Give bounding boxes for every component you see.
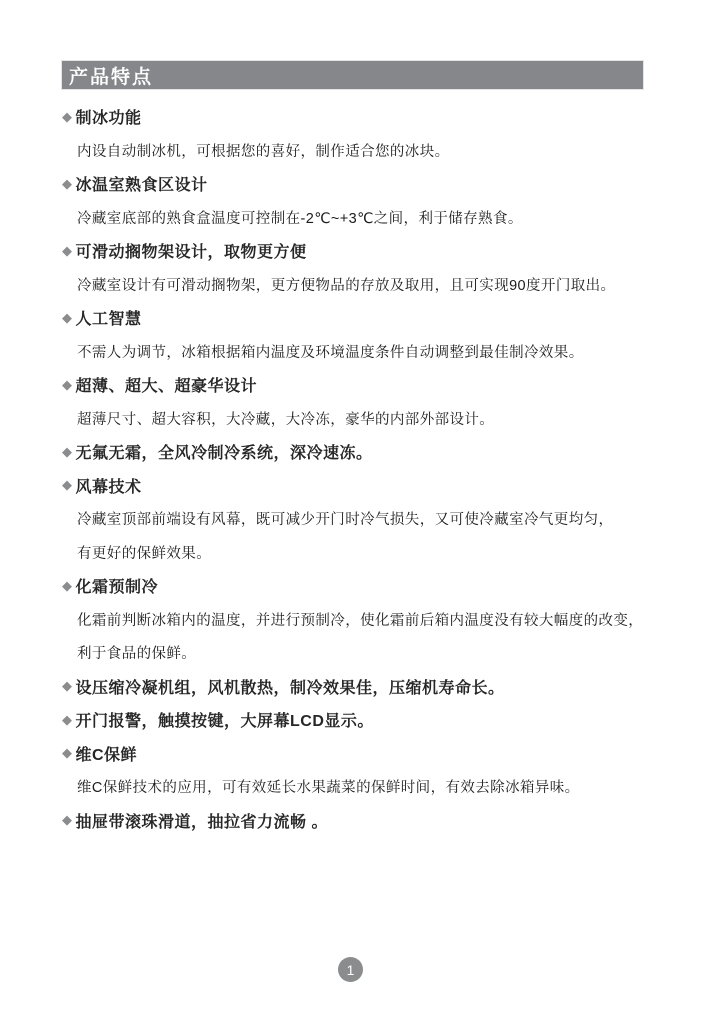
feature-heading	[62, 703, 652, 737]
feature-body-line: 维C保鲜技术的应用，可有效延长水果蔬菜的保鲜时间，有效去除冰箱异味。	[77, 780, 580, 797]
section-header-bar	[62, 61, 643, 89]
feature-heading-text: 可滑动搁物架设计，取物更方便	[75, 244, 307, 262]
diamond-bullet-icon: ◆	[62, 678, 73, 694]
diamond-bullet-icon: ◆	[62, 477, 73, 493]
feature-heading-text: 开门报警，触摸按键，大屏幕LCD显示。	[75, 713, 374, 731]
feature-body-line: 冷藏室顶部前端设有风幕，既可减少开门时冷气损失，又可使冷藏室冷气更均匀，	[77, 512, 614, 529]
feature-heading	[62, 804, 652, 838]
feature-list	[62, 100, 652, 837]
feature-heading	[62, 737, 652, 771]
feature-heading	[62, 435, 652, 469]
diamond-bullet-icon: ◆	[62, 376, 73, 392]
feature-body-line: 化霜前判断冰箱内的温度，并进行预制冷，使化霜前后箱内温度没有较大幅度的改变，	[77, 612, 644, 629]
feature-heading	[62, 167, 652, 201]
feature-heading	[62, 469, 652, 503]
feature-heading-text: 无氟无霜，全风冷制冷系统，深冷速冻。	[75, 445, 373, 463]
diamond-bullet-icon: ◆	[62, 175, 73, 191]
feature-heading-text: 化霜预制冷	[75, 579, 159, 597]
feature-heading-text: 维C保鲜	[75, 746, 138, 764]
diamond-bullet-icon: ◆	[62, 711, 73, 727]
feature-body-line: 有更好的保鲜效果。	[77, 545, 212, 562]
feature-heading-text: 风幕技术	[75, 478, 142, 496]
feature-heading	[62, 670, 652, 704]
diamond-bullet-icon: ◆	[62, 812, 73, 828]
feature-body-line: 冷藏室设计有可滑动搁物架，更方便物品的存放及取用，且可实现90度开门取出。	[77, 277, 616, 294]
feature-body-line: 不需人为调节，冰箱根据箱内温度及环境温度条件自动调整到最佳制冷效果。	[77, 344, 584, 361]
diamond-bullet-icon: ◆	[62, 242, 73, 258]
feature-heading-text: 人工智慧	[75, 311, 142, 329]
feature-body-line: 冷藏室底部的熟食盒温度可控制在-2℃~+3℃之间，利于储存熟食。	[77, 210, 523, 227]
page-title: 产品特点	[69, 66, 154, 88]
page-number-badge	[338, 957, 363, 982]
diamond-bullet-icon: ◆	[62, 443, 73, 459]
diamond-bullet-icon: ◆	[62, 577, 73, 593]
feature-heading	[62, 301, 652, 335]
feature-heading	[62, 100, 652, 134]
feature-heading	[62, 368, 652, 402]
page-number: 1	[346, 961, 355, 978]
feature-body-line: 利于食品的保鲜。	[77, 646, 197, 663]
feature-heading	[62, 234, 652, 268]
feature-heading-text: 冰温室熟食区设计	[75, 177, 208, 195]
feature-heading-text: 设压缩冷凝机组，风机散热，制冷效果佳，压缩机寿命长。	[75, 679, 505, 697]
feature-heading-text: 超薄、超大、超豪华设计	[75, 378, 258, 396]
diamond-bullet-icon: ◆	[62, 309, 73, 325]
feature-heading	[62, 569, 652, 603]
diamond-bullet-icon: ◆	[62, 745, 73, 761]
feature-heading-text: 抽屉带滚珠滑道，抽拉省力流畅 。	[75, 813, 328, 831]
diamond-bullet-icon: ◆	[62, 108, 73, 124]
feature-heading-text: 制冰功能	[75, 110, 142, 128]
feature-body-line: 内设自动制冰机，可根据您的喜好，制作适合您的冰块。	[77, 143, 450, 160]
feature-body-line: 超薄尺寸、超大容积，大冷藏，大冷冻，豪华的内部外部设计。	[77, 411, 495, 428]
